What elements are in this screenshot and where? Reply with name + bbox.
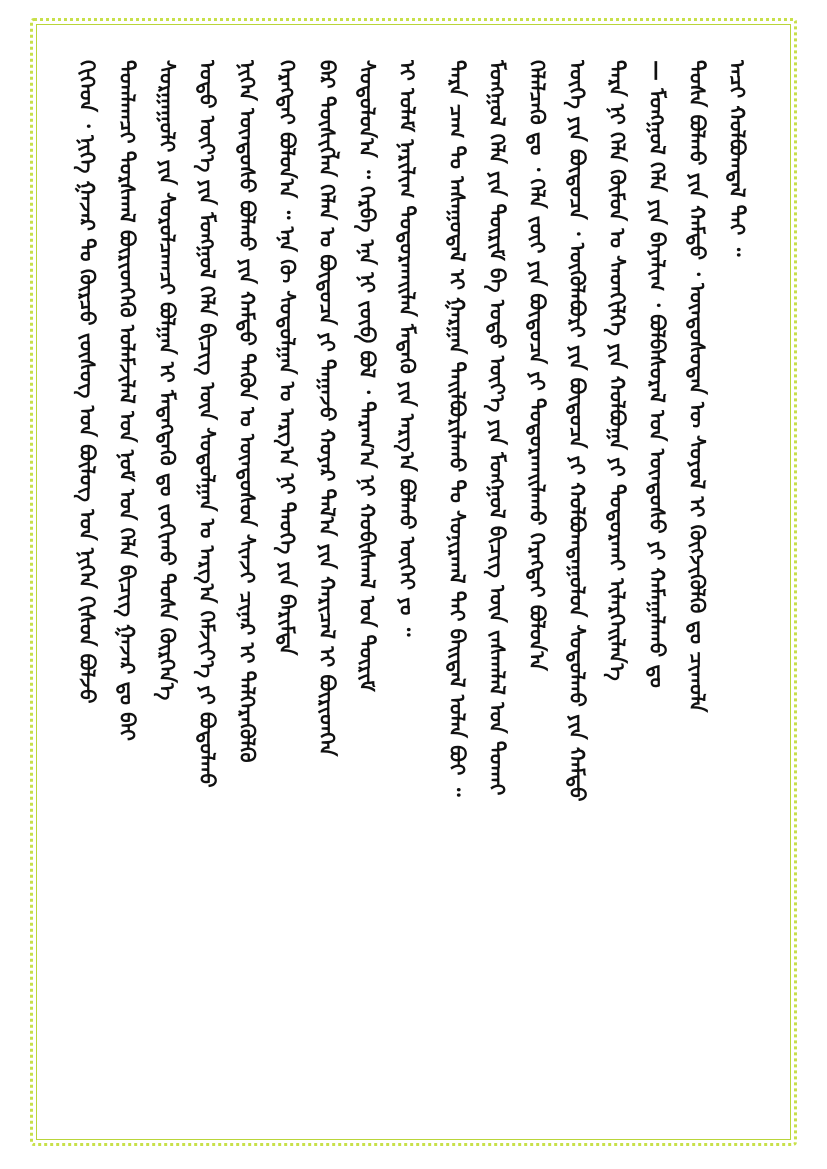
text-column: ᠰᠤᠳᠤᠯᠤᠨ᠎ᠠ ᠃ ᠬᠡᠷᠪᠡ ᠡᠨᠡ ᠨᠢ ᠵᠥᠪ ᠪᠣᠯ ᠂ ᠳᠠᠷᠠᠭ᠎ᠠ ᠨᠢ ᠬᠤᠪᠢᠰᠬᠠᠯ ᠤᠨ ᠳᠦᠷᠢᠮ [355,60,379,692]
text-column: ᠦᠭᠡ ᠶᠢᠨ ᠪᠦᠲᠦᠴᠡ ᠂ ᠦᠭᠦᠯᠡᠪᠦᠷᠢ ᠶᠢᠨ ᠪᠦᠲᠦᠴᠡ ᠶᠢ ᠬᠣᠯᠪᠤᠭᠳᠠᠭᠤᠯᠤᠨ ᠰᠤᠳᠤᠯᠬᠤ ᠶᠢᠨ ᠬᠠᠮᠲᠤ [565,60,589,802]
text-column: ᠬᠢᠭᠡᠳ ᠂ ᠨᠢᠭᠡ ᠭᠠᠵᠠᠷ ᠲᠤ ᠬᠦᠷᠴᠤ ᠵᠦᠰᠦᠭ ᠤᠨ ᠪᠦᠯᠦᠭ ᠤᠨ ᠨᠢᠭᠡᠨ ᠭᠢᠰᠦᠨ ᠪᠣᠯᠵᠤ [75,60,99,704]
text-column: ᠣᠳᠣ ᠦᠶ᠎ᠡ ᠶᠢᠨ ᠮᠣᠩᠭᠣᠯ ᠬᠡᠯᠡ ᠪᠢᠴᠢᠭ ᠦᠨ ᠰᠤᠳᠤᠯᠭᠠᠨ ᠤ ᠠᠷᠭ᠎ᠠ ᠬᠡᠮᠵᠢᠶ᠎ᠡ ᠶᠢ ᠪᠣᠳᠤᠯᠬᠤ [195,60,219,788]
text-column: ᠬᠡᠯᠡᠯᠴᠡᠬᠦ ᠳᠤ ᠂ ᠬᠡᠯᠡ ᠵᠦᠢ ᠶᠢᠨ ᠪᠦᠲᠦᠴᠡ ᠶᠢ ᠲᠣᠳᠣᠷᠬᠠᠢᠯᠠᠬᠤ ᠬᠡᠷᠡᠭᠲᠡᠢ ᠪᠣᠯᠤᠨ᠎ᠠ [525,60,549,671]
text-column: ᠠᠴᠢ ᠬᠣᠯᠪᠣᠭᠳᠠᠯ ᠲᠠᠢ ᠃ [725,60,749,257]
text-column: ᠢ ᠤᠯᠠᠮ ᠨᠠᠷᠢᠯᠢᠭ ᠲᠣᠳᠣᠷᠬᠠᠢᠯᠠᠨ ᠮᠡᠳᠡᠬᠦ ᠶᠢᠨ ᠠᠷᠭ᠎ᠠ ᠪᠣᠯᠬᠤ ᠦᠭᠡᠢ ᠶᠤ ᠃ [395,60,419,637]
text-column: — ᠮᠣᠩᠭᠣᠯ ᠬᠡᠯᠡ ᠶᠢᠨ ᠪᠠᠶᠠᠯᠢᠭ ᠂ ᠪᠣᠯᠪᠠᠰᠤᠷᠠᠯ ᠤᠨ ᠦᠨᠳᠦᠰᠦ ᠶᠢ ᠬᠠᠮᠠᠭᠠᠯᠠᠬᠤ ᠳᠤ [645,60,669,688]
text-column: ᠲᠤᠰᠠ ᠪᠣᠯᠬᠤ ᠶᠢᠨ ᠬᠠᠮᠲᠤ ᠂ ᠦᠨᠳᠦᠰᠦᠲᠡᠨ ᠦ ᠰᠣᠶᠣᠯ ᠢ ᠬᠥᠭᠵᠢᠭᠦᠯᠬᠦ ᠳᠤ ᠴᠢᠬᠤᠯᠠ [685,60,709,713]
text-column: ᠪᠠᠷ ᠲᠦᠰᠢᠭᠯᠡᠨ ᠬᠡᠯᠡᠨ ᠤ ᠪᠦᠲᠦᠴᠡ ᠶᠢ ᠳᠠᠭᠠᠵᠤ ᠬᠣᠶᠠᠷ ᠲᠠᠯ᠎ᠠ ᠶᠢᠨ ᠬᠠᠷᠢᠴᠠᠯ ᠢ ᠪᠦᠷᠢᠳᠭᠡᠨ [315,60,339,757]
text-column: ᠲᠡᠷᠡ ᠨᠢ ᠬᠡᠯᠡ ᠬᠦᠮᠦᠨ ᠤ ᠰᠡᠳᠬᠢᠯᠭᠡ ᠶᠢᠨ ᠬᠣᠯᠪᠣᠭᠠ ᠶᠢ ᠲᠣᠳᠣᠷᠬᠠᠢ ᠢᠯᠡᠷᠬᠡᠢᠯᠡᠨ᠎ᠡ [605,60,629,681]
text-column: ᠨᠢᠭᠡᠨ ᠦᠨᠳᠦᠰᠦ ᠪᠣᠯᠬᠤ ᠶᠢᠨ ᠬᠠᠮᠲᠤ ᠲᠡᠭᠦᠨ ᠤ ᠦᠨᠳᠦᠰᠦᠨ ᠰᠢᠨᠵᠢ ᠴᠢᠨᠠᠷ ᠢ ᠳᠡᠯᠭᠡᠷᠡᠭᠦᠯᠬᠦ [235,60,259,763]
text-column: ᠬᠡᠷᠡᠭᠲᠡᠢ ᠪᠣᠯᠤᠨ᠎ᠠ ᠃ ᠡᠨᠡ ᠬᠦ ᠰᠤᠳᠤᠯᠭᠠᠨ ᠤ ᠠᠷᠭ᠎ᠠ ᠨᠢ ᠲᠡᠦᠬᠡ ᠶᠢᠨ ᠪᠠᠷᠢᠮᠲᠠ [275,60,299,656]
mongolian-text-body [60,60,765,1110]
text-column: ᠲᠣᠭᠯᠠᠭᠴᠢ ᠳᠤᠷᠰᠬᠠᠯ ᠪᠦᠷᠢᠳᠭᠡᠬᠦ ᠤᠯᠠᠮᠵᠢᠯᠠᠯ ᠤᠨ ᠨᠣᠮ ᠤᠨ ᠬᠡᠯᠡ ᠪᠢᠴᠢᠭ ᠭᠠᠵᠠᠷ ᠳᠤ ᠪᠠᠢ [115,60,139,741]
text-column: ᠲᠡᠷᠡ ᠴᠠᠭ ᠲᠤ ᠠᠰᠠᠭᠤᠳᠠᠯ ᠢ ᠭᠠᠷᠭᠠᠨ ᠲᠠᠢᠯᠪᠤᠷᠢᠯᠠᠬᠤ ᠲᠤ ᠰᠣᠨᠢᠷᠬᠠᠯ ᠲᠠᠢ ᠪᠠᠢᠳᠠᠯ ᠤᠯᠠᠨ ᠪᠣᠢ ᠃ [445,60,469,797]
text-column: ᠮᠣᠩᠭᠣᠯ ᠬᠡᠯᠡ ᠶᠢᠨ ᠳᠦᠷᠢᠮ ᠪᠠ ᠣᠳᠣ ᠦᠶ᠎ᠡ ᠶᠢᠨ ᠮᠣᠩᠭᠣᠯ ᠪᠢᠴᠢᠭ ᠦᠨ ᠵᠠᠰᠠᠭᠯᠠᠯ ᠤᠨ ᠲᠤᠬᠠᠢ [485,60,509,796]
text-column: ᠰᠤᠷᠭᠠᠭᠤᠯᠢ ᠶᠢᠨ ᠰᠤᠷᠤᠯᠴᠠᠭᠴᠢ ᠪᠣᠯᠭᠠᠨ ᠢ ᠮᠡᠳᠡᠭᠳᠡᠬᠦ ᠳᠤ ᠵᠣᠬᠢᠬᠤ ᠲᠤᠰᠠ ᠬᠦᠷᠭᠡᠨ᠎ᠡ [155,60,179,701]
